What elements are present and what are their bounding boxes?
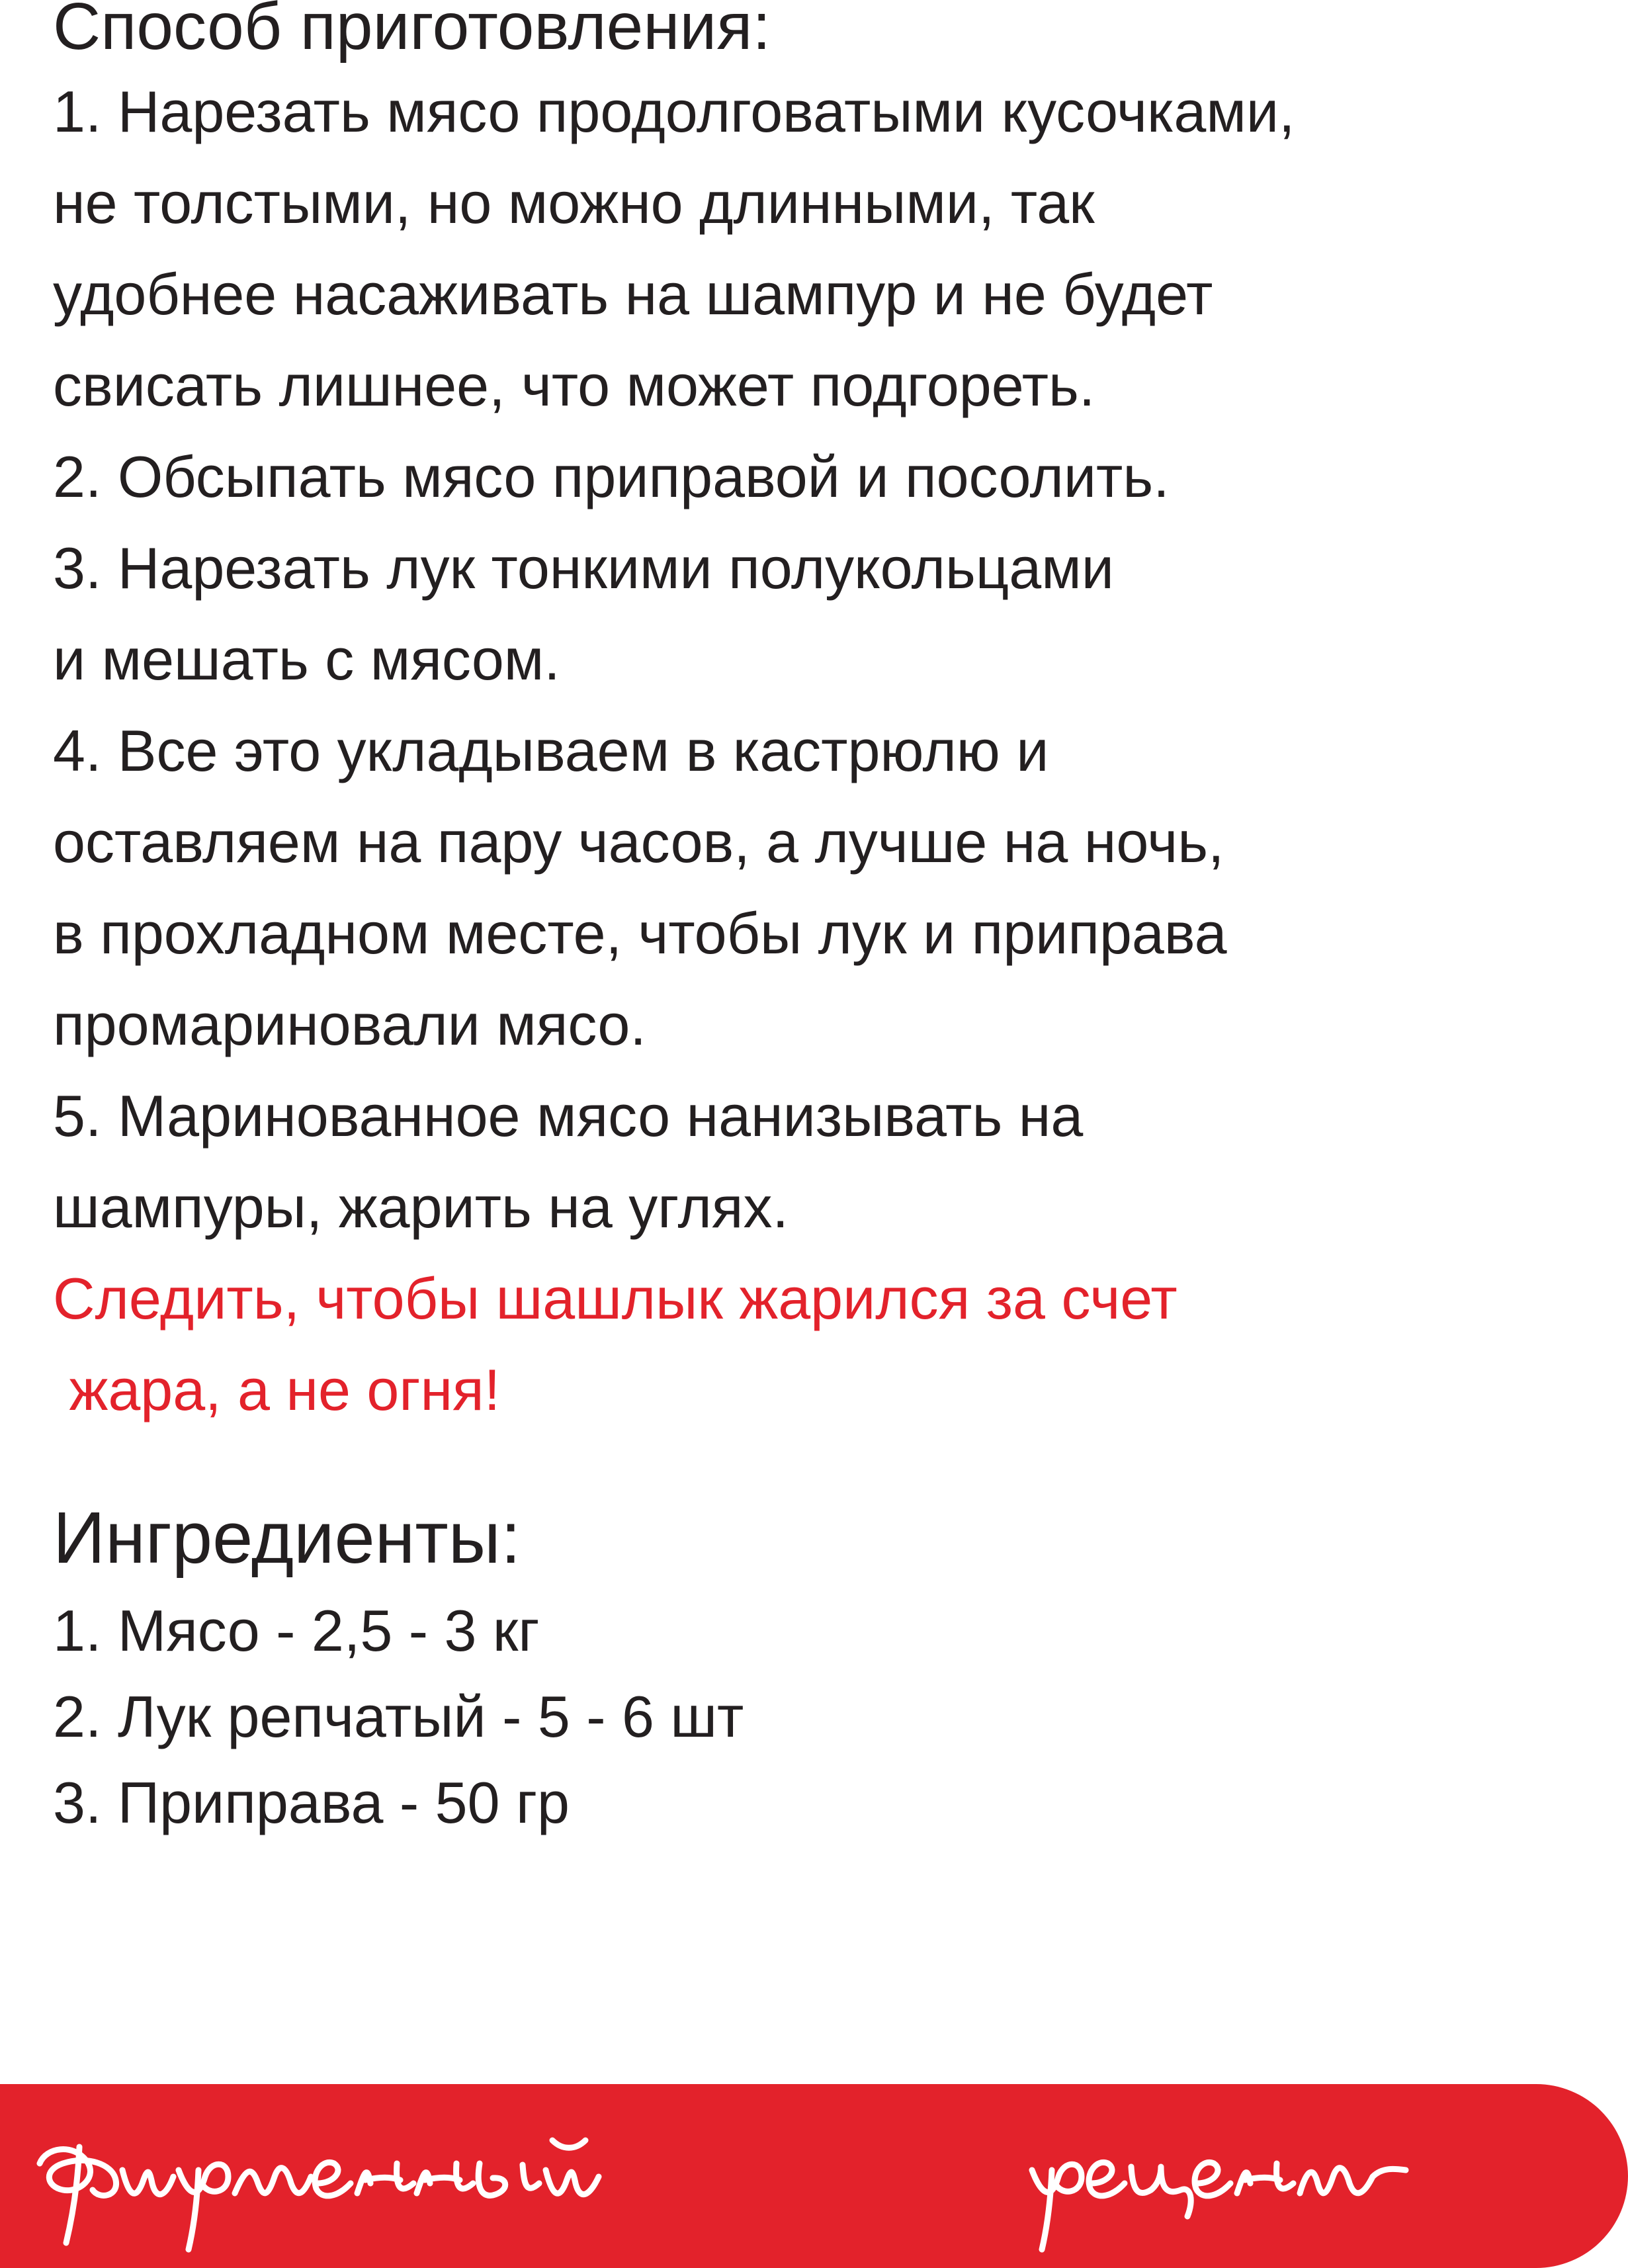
step-line: 4. Все это укладываем в кастрюлю и [53, 718, 1049, 783]
ingredients-section [53, 1489, 1601, 1846]
step-line: промариновали мясо. [53, 992, 646, 1057]
warning-line: жара, а не огня! [53, 1357, 501, 1422]
step-line: в прохладном месте, чтобы лук и приправа [53, 900, 1227, 966]
step-line: не толстыми, но можно длинными, так [53, 170, 1095, 236]
step-line: удобнее насаживать на шампур и не будет [53, 261, 1213, 327]
cooking-steps [53, 66, 1601, 1253]
step-line: 1. Нарезать мясо продолговатыми кусочками, [53, 79, 1295, 144]
ingredient-item: 1. Мясо - 2,5 - 3 кг [53, 1598, 540, 1663]
step-line: оставляем на пару часов, а лучше на ночь, [53, 809, 1224, 875]
step-line: 3. Нарезать лук тонкими полукольцами [53, 535, 1114, 601]
step-line: свисать лишнее, что может подгореть. [53, 353, 1095, 418]
ingredients-list [53, 1588, 1601, 1846]
step-line: 5. Маринованное мясо нанизывать на [53, 1083, 1084, 1149]
warning-note [53, 1253, 1601, 1436]
signature-recipe-banner [0, 2084, 1628, 2268]
step-line: шампуры, жарить на углях. [53, 1174, 789, 1240]
cooking-method-section [53, 0, 1601, 1436]
ingredient-item: 3. Приправа - 50 гр [53, 1770, 570, 1835]
step-line: и мешать с мясом. [53, 627, 560, 692]
step-line: 2. Обсыпать мясо приправой и посолить. [53, 444, 1170, 509]
ingredients-heading: Ингредиенты: [53, 1497, 521, 1579]
cooking-method-heading: Способ приготовления: [53, 0, 771, 64]
warning-line: Следить, чтобы шашлык жарился за счет [53, 1266, 1178, 1331]
ingredient-item: 2. Лук репчатый - 5 - 6 шт [53, 1684, 744, 1749]
signature-recipe-script-logo [0, 2084, 1628, 2268]
